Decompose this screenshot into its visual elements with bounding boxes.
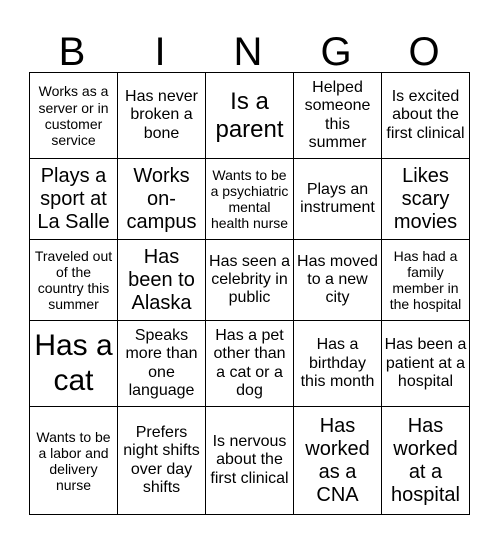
bingo-cell[interactable]: Speaks more than one language [118,321,206,407]
bingo-cell[interactable]: Is excited about the first clinical [382,73,470,159]
bingo-cell[interactable]: Works on-campus [118,159,206,240]
bingo-cell[interactable]: Likes scary movies [382,159,470,240]
bingo-cell[interactable]: Works as a server or in customer service [30,73,118,159]
bingo-cell[interactable]: Is a parent [206,73,294,159]
grid-row [30,159,470,240]
header-letter-b: B [58,30,88,74]
bingo-cell[interactable]: Has a pet other than a cat or a dog [206,321,294,407]
bingo-cell[interactable]: Wants to be a labor and delivery nurse [30,407,118,515]
bingo-cell[interactable]: Has seen a celebrity in public [206,240,294,321]
grid-row [30,240,470,321]
bingo-cell[interactable]: Has worked at a hospital [382,407,470,515]
bingo-cell[interactable]: Prefers night shifts over day shifts [118,407,206,515]
grid-row [30,321,470,407]
bingo-cell[interactable]: Traveled out of the country this summer [30,240,118,321]
bingo-grid [29,72,470,515]
bingo-cell[interactable]: Has a birthday this month [294,321,382,407]
header-letter-g: G [320,30,354,74]
bingo-cell[interactable]: Has never broken a bone [118,73,206,159]
bingo-cell[interactable]: Has worked as a CNA [294,407,382,515]
bingo-cell[interactable]: Wants to be a psychiatric mental health nurse [206,159,294,240]
bingo-cell[interactable]: Has had a family member in the hospital [382,240,470,321]
bingo-cell[interactable]: Plays an instrument [294,159,382,240]
bingo-cell[interactable]: Has been to Alaska [118,240,206,321]
bingo-cell[interactable]: Is nervous about the first clinical [206,407,294,515]
bingo-header [29,30,470,74]
bingo-cell[interactable]: Has been a patient at a hospital [382,321,470,407]
header-letter-n: N [233,30,265,74]
bingo-cell[interactable]: Has a cat [30,321,118,407]
grid-row [30,73,470,159]
header-letter-o: O [408,30,442,74]
grid-row [30,407,470,515]
bingo-cell[interactable]: Plays a sport at La Salle [30,159,118,240]
bingo-cell[interactable]: Has moved to a new city [294,240,382,321]
bingo-cell[interactable]: Helped someone this summer [294,73,382,159]
header-letter-i: I [154,30,168,74]
